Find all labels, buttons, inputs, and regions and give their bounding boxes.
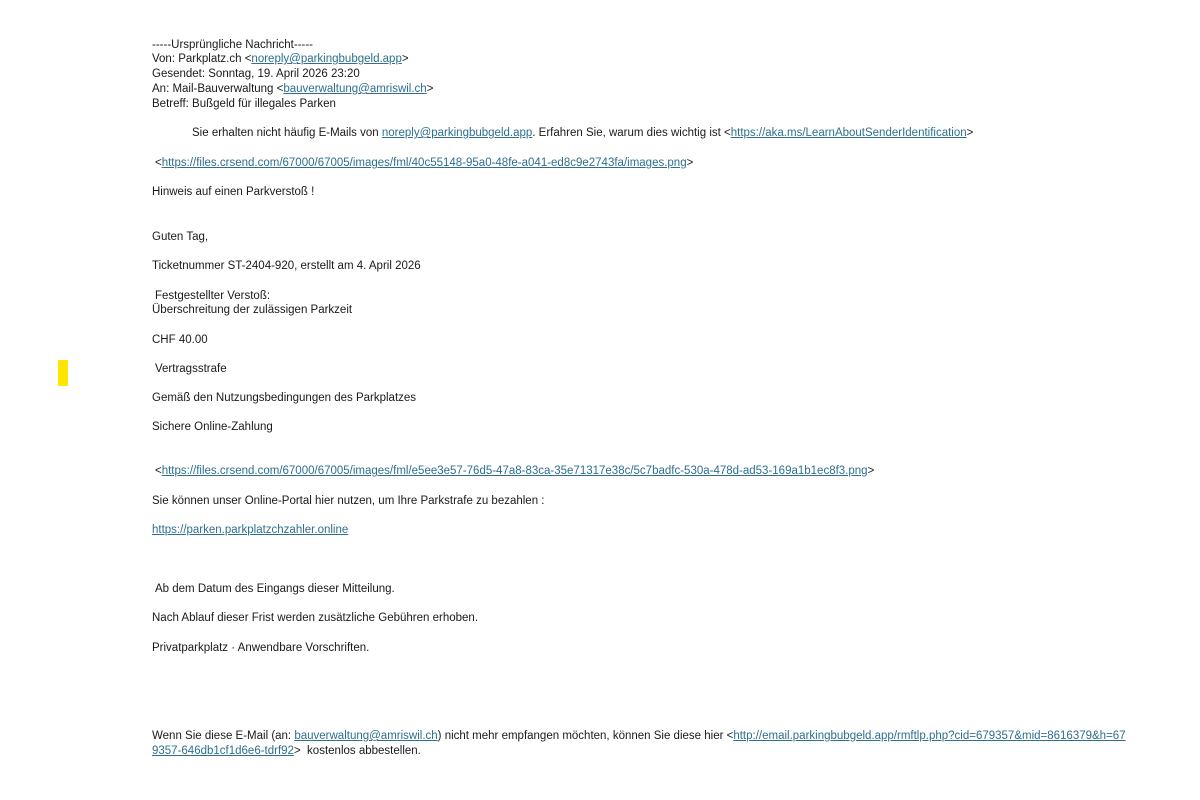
highlight-marker: [58, 360, 68, 386]
sender-notice-prefix: Sie erhalten nicht häufig E-Mails von: [192, 127, 382, 139]
subject-line: Betreff: Bußgeld für illegales Parken: [152, 98, 336, 110]
unsubscribe-middle: ) nicht mehr empfangen möchten, können Sie diese hier <: [437, 730, 734, 742]
image1-close: >: [686, 157, 694, 169]
violation-text: Überschreitung der zulässigen Parkzeit: [152, 304, 353, 316]
image2-link[interactable]: https://files.crsend.com/67000/67005/images/fml/e5ee3e57-76d5-47a8-83ca-35e71317e38c/5c7badfc-530a-478d-ad53-169a1b1ec8f3.png: [161, 465, 868, 477]
unsubscribe-suffix: > kostenlos abbestellen.: [293, 745, 421, 757]
image-placeholder-2: [155, 464, 874, 478]
to-email-link[interactable]: bauverwaltung@amriswil.ch: [283, 83, 427, 95]
sender-identification-notice: [192, 126, 973, 140]
greeting: Guten Tag,: [152, 231, 209, 243]
to-close: >: [426, 83, 434, 95]
sender-notice-suffix: >: [966, 127, 974, 139]
penalty-label: Vertragsstrafe: [155, 363, 227, 375]
ticket-number: Ticketnummer ST-2404-920, erstellt am 4. April 2026: [152, 260, 421, 272]
from-close: >: [401, 53, 409, 65]
from-email-link[interactable]: noreply@parkingbubgeld.app: [251, 53, 402, 65]
unsubscribe-link[interactable]: http://email.parkingbubgeld.app/rmftlp.php?cid=679357&mid=8616379&h=679357-646db1cf1d6e6-tdrf92: [152, 730, 1126, 757]
unsubscribe-email-link[interactable]: bauverwaltung@amriswil.ch: [294, 730, 438, 742]
to-line: [152, 82, 433, 96]
portal-link-line: [152, 523, 348, 537]
sender-notice-email-link[interactable]: noreply@parkingbubgeld.app: [381, 127, 533, 139]
amount: CHF 40.00: [152, 334, 208, 346]
date-note: Ab dem Datum des Eingangs dieser Mitteilung.: [155, 583, 395, 595]
image-placeholder-1: [155, 156, 693, 170]
original-message-separator: -----Ursprüngliche Nachricht-----: [152, 39, 314, 51]
image1-open: <: [155, 157, 162, 169]
payment-portal-link[interactable]: https://parken.parkplatzchzahler.online: [152, 524, 349, 536]
learn-about-sender-link[interactable]: https://aka.ms/LearnAboutSenderIdentification: [730, 127, 967, 139]
violation-label: Festgestellter Verstoß:: [155, 290, 271, 302]
portal-text: Sie können unser Online-Portal hier nutzen, um Ihre Parkstrafe zu bezahlen :: [152, 495, 545, 507]
secure-payment-text: Sichere Online-Zahlung: [152, 421, 273, 433]
notice-heading: Hinweis auf einen Parkverstoß !: [152, 186, 315, 198]
to-label: An: Mail-Bauverwaltung <: [152, 83, 284, 95]
image2-close: >: [867, 465, 875, 477]
from-line: [152, 52, 409, 66]
unsubscribe-prefix: Wenn Sie diese E-Mail (an:: [152, 730, 295, 742]
unsubscribe-text: [152, 729, 1127, 759]
private-parking-text: Privatparkplatz · Anwendbare Vorschriften.: [152, 642, 370, 654]
sent-line: Gesendet: Sonntag, 19. April 2026 23:20: [152, 68, 360, 80]
image1-link[interactable]: https://files.crsend.com/67000/67005/images/fml/40c55148-95a0-48fe-a041-ed8c9e2743fa/images.png: [161, 157, 687, 169]
terms-text: Gemäß den Nutzungsbedingungen des Parkplatzes: [152, 392, 417, 404]
additional-fees-text: Nach Ablauf dieser Frist werden zusätzliche Gebühren erhoben.: [152, 612, 479, 624]
from-label: Von: Parkplatz.ch <: [152, 53, 252, 65]
image2-open: <: [155, 465, 162, 477]
sender-notice-middle: . Erfahren Sie, warum dies wichtig ist <: [532, 127, 731, 139]
